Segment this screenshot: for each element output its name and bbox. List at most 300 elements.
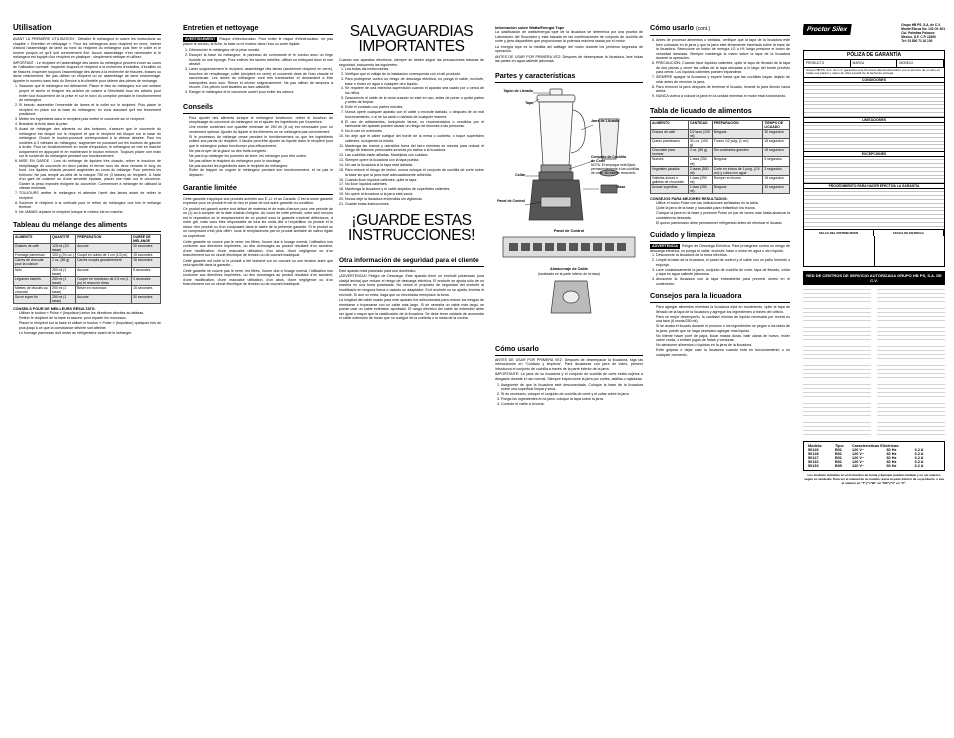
list-item: • Utiliser le bouton « Pulse » (Impulsion) selon les directives décrites au tableau. (19, 311, 161, 316)
list-item: • Para un mejor desempeño, la cantidad mínima de líquido necesaria por receta es una taza (8 onzas/250 ml). (656, 315, 790, 324)
section-heading-how-to-use: Cómo usarlo (495, 343, 539, 353)
list-item: 3. Para protegerse contra un riesgo de descarga eléctrica, no ponga el cable, enchufe, base o motor en agua o cualquier otro líquido. (345, 77, 484, 86)
care-steps-list (650, 253, 790, 286)
models-footnote: Los modelos incluidos en el instructivo de forma y Ejemplo pueden cambiar y no ser exactos según su vendedor. Para ver el manual de su modelo revise la parte inferior de su producto, o vea el número en "T"y"o"BI" en "MX"y"0" en "C". (804, 473, 944, 485)
list-item: • Utilice el botón Pulse con las indicaciones señaladas en la tabla. (656, 201, 790, 206)
list-item: 9. Ne JAMAIS replacer le récipient lorsque le moteur est en marche. (19, 210, 161, 215)
column-french-use (13, 0, 161, 738)
blender-tips-list (650, 305, 790, 357)
model-cell: 3.2 A (914, 456, 924, 461)
table-cell: Granos de café (651, 129, 689, 138)
policy-box (803, 50, 945, 268)
service-centers (803, 287, 945, 437)
list-item: • Evite golpear o dejar caer la licuadora cuando está en funcionamiento o en cualquier momento. (656, 348, 790, 357)
policy-field: MODELO (897, 60, 944, 67)
list-item: 21. Guarde estas instrucciones. (345, 202, 484, 207)
table-cell: 15 segundos (763, 139, 790, 148)
table-cell: 250 ml (1 tasse) (51, 285, 76, 294)
list-item: 13. Siempre opere la licuadora con la tapa puesta. (345, 158, 484, 163)
paragraph: Ce produit est garanti contre tout défaut de matériau et de main-d'œuvre pour une période de un (1) an à compter de la date d'achat d'origine. Au cours de cette période, votre seul recours est le réparation ou le remplacement de ce produit sous la garantie s'avérait défectueux, à notre gré, mais vous êtes responsable de tous les coûts liés à l'expédition du produit et le retour d'un produit ou d'un composant dans le cadre de la présente garantie. Si le produit ou un composant n'est plus offert, nous le remplacerons par un produit similaire de valeur égale ou supérieure. (183, 206, 333, 238)
policy-text: Grupo HB PS, S.A. de C.V. garantiza este Producto Electrodoméstico por el término de un año en todas sus partes y mano de obra a partir de la fecha de entrega. (806, 67, 941, 76)
model-cell: 50133 (808, 464, 819, 469)
safeguards-intro: Cuando use aparatos eléctricos, siempre se deben seguir las precauciones básicas de seguridad, incluyendo las siguientes: (339, 58, 484, 67)
table-cell: Fromage parmesan (14, 253, 51, 258)
how-to-use-steps (495, 383, 643, 407)
list-item: • Quite la jarra de la base y sacúdala para redistribuir los trozos. (656, 206, 790, 211)
column-header: ALIMENTO (651, 120, 689, 129)
model-cell: 3.2 A (914, 464, 924, 469)
address-line: Monte Elbruz No. 132 Of. 601 (901, 26, 945, 31)
section-heading-extra-safety: Otra información de seguridad para el cliente (339, 256, 479, 264)
list-item: 1. Lea todas las instrucciones. (345, 67, 484, 72)
list-item: 15. Para reducir el riesgo de lesión, nunca coloque el conjunto de cuchilla de corte sobre la base sin que la jarra esté adecuadamente adherida. (345, 168, 484, 177)
watts-heading: Información sobre Watts/Energía Tope (495, 26, 565, 30)
list-item: 3. Ponga los ingredientes en la jarra; coloque la tapa sobre la jarra. (501, 397, 643, 402)
list-item: • No intente hacer puré de papa, licuar masas duras, batir claras de huevo, moler carne cruda, o extraer jugos de frutas y verduras. (656, 334, 790, 343)
warning-badge: ADVERTENCIA (652, 244, 678, 249)
table-cell: Coupé en cubes de 1 cm (1/2 po) (76, 253, 132, 258)
watts-text (495, 30, 643, 64)
divider (13, 231, 161, 232)
list-item: 3. Lave cuidadosamente la jarra, conjunto de cuchilla de corte, tapa de llenado, collar y tapa en agua caliente jabonosa. (656, 268, 790, 277)
table-row (14, 295, 161, 304)
table-row (651, 148, 790, 157)
list-item: 2. Essuyer la base du mélangeur, le panneau de commande et le cordon avec un linge humide ou une éponge. Pour enlever les taches rebelles, utiliser un nettoyant doux et non abrasif. (189, 53, 333, 67)
paragraph: La clasificación de watts/energía tope de la licuadora se determina por una prueba de Laboratorio del Suscriptor y está basada en las combinaciones de conjunto de cuchilla de corte y jarra disponibles que proporcionan la potencia máxima usada por el motor. (495, 30, 643, 44)
table-cell: 15 secondes (132, 253, 161, 258)
table-row (14, 244, 161, 253)
warning-text: Risque d'électrocution. Pour éviter le risque d'électrocution, ne pas placer le cordon, la fiche, la base ou le moteur dans l'eau ou autre liquide. (183, 37, 333, 46)
save-instructions-title: ¡GUARDE ESTAS INSTRUCCIONES! (347, 211, 476, 244)
table-header-row (651, 120, 790, 129)
divider (650, 241, 790, 242)
list-item: 3. Mettre les ingrédients dans le récipient puis mettre le couvercle sur le récipient. (19, 117, 161, 122)
list-item: 1. Sassurer que le mélangeur est débranché. Placer le bloc du mélangeur sur une surface propre et sèche et éloigner les articles de cuisine à l'électricité tous les articles pour éviter tout écoulement de la prise et sur le bord du comptoir pendant le fonctionnement du mélangeur. (19, 84, 161, 102)
list-item: • Si le processus de mélange cesse pendant le fonctionnement ou que les ingrédients collent aux parois du récipient, il faudra peut-être ajouter du liquide dans le récipient pour que le mélangeur puisse fonctionner plus efficacement. (189, 135, 333, 149)
how-to-use-text (495, 358, 643, 382)
collar-shape-secondary (601, 185, 617, 193)
safeguards-title: SALVAGUARDIAS IMPORTANTES (349, 23, 474, 55)
column-header: DURÉE DE MÉLANGE (132, 234, 161, 243)
section-heading-parts: Partes y características (495, 70, 576, 80)
list-item: • Pour ajouter des aliments lorsque le mélangeur fonctionne, retirer le bouchon de remplissage du couvercle du mélangeur ou et ajouter les ingrédients par l'ouverture. (189, 116, 333, 125)
table-cell: 30 segundos (763, 129, 790, 138)
section-heading-care: Entretien et nettoyage (183, 23, 259, 32)
list-item: 14. No use la licuadora si la tapa está dañada. (345, 163, 484, 168)
table-cell: Miettes de biscuits au chocolat (14, 285, 51, 294)
lid-shape (537, 95, 575, 102)
list-item: 6. MISE EN GARDE : Lors du mélange de liquides très chauds, retirer le bouchon de remplissage du couvercle en deux parties et fermer tous les deux venants le long du bord. Les liquides chauds peuvent augmenter au cours du mélange. Pour prévenir les brûlures: Ne pas remplir au-delà de la marque 750 ml (3 tasses) du récipient. À l'aide d'un gant de cuisinier ou d'une serviette épaisse, placer une main sur le couvercle. Garder la peau exposée éloignée du couvercle. Commencer à mélanger en utilisant la vitesse minimale. (19, 159, 161, 191)
table-cell: Chocolate para hornear (651, 148, 689, 157)
care-steps-list (183, 48, 333, 95)
table-cell: Aucune (76, 295, 132, 304)
model-cell: 50132 (808, 460, 819, 465)
tips-list (650, 201, 790, 225)
limitations-filler (804, 123, 944, 151)
table-row (651, 157, 790, 166)
model-cell: 3.2 A (914, 448, 924, 453)
table-cell: 3 secondes (132, 276, 161, 285)
table-cell: Queso parmesano (651, 139, 689, 148)
table-cell: 5 secondes (132, 267, 161, 276)
table-cell: 125 ml (1/2 tasse) (51, 244, 76, 253)
table-cell: Graines de café (14, 244, 51, 253)
list-item: • No almacene alimentos o líquidos en la jarra de la licuadora. (656, 343, 790, 348)
section-heading-food-table: Tabla de licuado de alimentos (650, 105, 752, 115)
table-cell: 1 taza (250 ml) (688, 157, 712, 166)
table-row (14, 258, 161, 267)
models-header: Tipo: (834, 444, 845, 449)
divider (495, 355, 643, 356)
food-blend-table (650, 120, 790, 195)
warning-block (183, 37, 333, 46)
table-row (14, 276, 161, 285)
procedure-filler (804, 189, 944, 229)
list-item: 7. TOUJOURS arrêter le mélangeur et attendre l'arrêt des lames avant de retirer le récipient. (19, 191, 161, 200)
paragraph: La energía tope es la medida del wattage del motor durante los primeros segundos de operación. (495, 44, 643, 54)
column-header: PREPARACIÓN (712, 120, 763, 129)
list-item: 16. Cuando licue líquidos calientes, quite la tapa. (345, 178, 484, 183)
table-cell: 3¼ oz. (100 g) (688, 139, 712, 148)
table-cell: 250 ml (1 tasse) (51, 295, 76, 304)
divider (650, 302, 790, 303)
brand-logo: Proctor Silex (803, 24, 852, 35)
table-cell: 30 segundos (763, 184, 790, 193)
list-item: 2. Limpie la base de la licuadora, el panel de control y el cable con un paño húmedo o esponja. (656, 258, 790, 267)
table-cell: 5 segundos (763, 157, 790, 166)
table-cell: Nueces (651, 157, 689, 166)
models-box (803, 441, 945, 471)
procedure-heading: PROCEDIMIENTO PARA HACER EFECTIVA LA GARANTÍA (804, 183, 944, 189)
conditions-heading: CONDICIONES (804, 77, 944, 83)
divider (183, 194, 333, 195)
warranty-text (183, 197, 333, 287)
section-heading-tips: Conseils (183, 101, 213, 111)
table-cell: 1 taza (250 ml) (688, 184, 712, 193)
model-cell: 60 Hz (886, 460, 897, 465)
paragraph: IMPORTANT : Le récipient et l'assemblage des lames du mélangeur peuvent s'user au cours de l'utilisation normale. Inspecter toujours le récipient à la recherche d'entailles, d'écaillés ou de fissures. Inspecter toujours l'assemblage des lames à la recherche de fissures, bosses ou lâche relâchement. Ne pas utiliser un récipient ou un assemblage de lame endommagé. Appeler le numéro sans frais du Service à la clientèle pour obtenir des pièces de rechange. (13, 60, 161, 83)
list-item: • Para agregar alimentos mientras la licuadora está en movimiento, quite la tapa de llenado de la tapa de la licuadora y agregue los ingredientes a través del orificio. (656, 305, 790, 314)
models-header: Características Eléctricas: (852, 444, 900, 449)
column-french-care (183, 0, 333, 738)
address-line: Tel: 01 800 71 16 100 (901, 38, 933, 43)
list-item: 19. No opere la licuadora si la jarra está vacía. (345, 192, 484, 197)
exceptions-filler (804, 157, 944, 183)
table-header-row (14, 234, 161, 243)
jar-shape (539, 102, 573, 165)
section-heading-blender-tips: Consejos para la licuadora (650, 291, 742, 301)
model-row (808, 464, 940, 468)
column-header: ALIMENTS (14, 234, 51, 243)
model-cell: 60 Hz (886, 452, 897, 457)
paragraph: Cette garantie est nulle si le produit a été branché sur un courant ou une tension autre que celui spécifié dans la garantie... (183, 258, 333, 268)
column-spanish-safety (339, 0, 484, 738)
table-cell: 30 secondes (132, 295, 161, 304)
table-cell: 100 g (3¼ oz.) (52, 253, 74, 258)
paragraph: La longitud del cable usado para este aparato fue seleccionada para reducir los riesgos de enredarse o tropezarse con un cable más largo. Si se necesita un cable más largo, se puede usar un cable extensión aprobado. El rango eléctrico del cable de extensión debe ser igual o mayor que la clasificación de la licuadora. Se debe tener cuidado de acomodar el cable extensión de modo que no cuelgue de la cubierta o la mesa de la cocina. (339, 298, 484, 321)
use-intro (13, 37, 161, 83)
table-cell: 1 taza (250 ml) (688, 175, 712, 184)
safeguards-list (339, 67, 484, 207)
model-cell: B01 (834, 452, 842, 457)
model-cell: 60 Hz (886, 448, 897, 453)
table-cell: Aucune (76, 267, 132, 276)
model-cell: B01 (834, 456, 842, 461)
model-cell: 50127 (808, 456, 819, 461)
label-blade: Conjunto de Cuchilla de Corte (591, 154, 626, 163)
model-cell: 120 V~ (852, 460, 865, 465)
table-cell: Vegetales picados (651, 166, 689, 175)
collar-shape (539, 172, 573, 180)
list-item: • Coloque la jarra en la base y presione Pulse un par de veces más hasta alcanzar la consistencia deseada. (656, 211, 790, 220)
signature-row (804, 229, 944, 236)
address-line: Col. Palmitas Polanco (901, 30, 935, 35)
blade-assembly-shape (541, 165, 571, 172)
table-cell: 250 ml (1 tasse) (51, 267, 76, 276)
table-cell: 30 secondes (132, 244, 161, 253)
table-row (651, 166, 790, 175)
table-cell: 2 oz. (56 g) (51, 258, 76, 267)
table-cell: 1/2 taza (125 ml) (688, 129, 712, 138)
list-item: 9. No lo use en exteriores. (345, 129, 484, 134)
address-line: México, D.F. C.P. 11560 (901, 34, 936, 39)
table-cell: Noix (14, 267, 51, 276)
model-cell: 120 V~ (852, 464, 865, 469)
tips-list (13, 311, 161, 335)
signature-field: SELLO DEL DISTRIBUIDOR (804, 230, 874, 236)
tips-heading: CONSEJOS PARA MEJORES RESULTADOS: (650, 197, 728, 202)
table-row (14, 253, 161, 258)
section-heading-warranty: Garantie limitée (183, 182, 237, 192)
table-cell: Azúcar superfina (651, 184, 689, 193)
policy-columns (804, 60, 944, 68)
model-cell: B01 (834, 448, 842, 453)
use-steps-list (13, 84, 161, 214)
heading-cont: (cont.) (695, 26, 711, 32)
table-cell: Corte en trozos de 1 pulg. (2.5 cm) y cubra con agua (712, 166, 763, 175)
list-item: • Ne pas stocker les ingrédients dans le récipient du mélangeur. (189, 164, 333, 169)
model-cell: 3.2 A (914, 452, 924, 457)
table-cell: Ninguna (712, 157, 763, 166)
policy-field: MARCA (851, 60, 898, 67)
divider (183, 113, 333, 114)
list-item: 8. Para remover la jarra después de terminar el licuado, levante la jarra directo hacia arriba. (656, 85, 790, 94)
list-item: 1. Débrancher le mélangeur de la prise murale. (189, 48, 333, 53)
list-item: 18. Mantenga la licuadora y el cable alejados de superficies calientes. (345, 187, 484, 192)
jar-handle-shape (571, 110, 585, 153)
list-item: 1. Asegúrese de que la licuadora esté desconectada. Coloque la base de la licuadora sobre una superficie limpia y seca. (501, 383, 643, 392)
paragraph: Cette garantie s'applique aux produits achetés aux É.-U. et au Canada. C'est la seule garantie expresse pour ce produit et est en lieu et place de tout autre garantie ou condition. (183, 196, 333, 206)
cord-storage-subcaption: (localizado en la parte inferior de la base) (537, 271, 601, 276)
paragraph: Cette garantie ne couvre pas le verre, les filtres, l'usure due à l'usage normal, l'utilisation non conforme aux directives imprimées, ou des dommages au produit résultant d'un accident, d'une modification, d'une mauvaise utilisation, d'un abus, d'une négligence ou d'un branchement sur un circuit électrique de tension ou de courant inadéquat. (183, 268, 333, 287)
model-cell: 60 Hz (886, 464, 897, 469)
limitations-heading: LIMITACIONES (804, 117, 944, 123)
list-item: 17. No licue líquidos calientes. (345, 182, 484, 187)
list-item: • Le fromage parmesan doit rester au réfrigérateur avant de le mélanger. (19, 331, 161, 336)
list-item: • Éviter de frapper ou cogner le mélangeur pendant son fonctionnement, et ne pas le déplacer. (189, 168, 333, 177)
tips-heading: CONSEILS POUR DE MEILLEURS RÉSULTATS: (13, 307, 96, 312)
table-cell: 15 segundos (763, 148, 790, 157)
paragraph: AVANT LA PREMIÈRE UTILISATION : Déballer le mélangeur et suivre les instructions au chapitre « Entretien et nettoyage ». Pour les mélangeurs avec récipient en verre, insérer d'abord l'assemblage de lame au fond du récipient du mélangeur puis fixer le collet et le tourner jusqu'à ce qu'il soit correctement fixé. Aucun assemblage n'est nécessaire si le mélangeur est équipé d'un récipient en plastique ; simplement nettoyer et utiliser. (13, 37, 161, 60)
warning-text: Peligro de Descarga Eléctrica. Para protegerse contra un riesgo de descarga eléctrica, no ponga el cable, enchufe, base o motor en agua u otro líquido. (650, 244, 790, 253)
paragraph: ANTES DE USAR POR PRIMERA VEZ: Después de desempacar la licuadora, lave todas las partes en agua caliente jabonosa. (495, 54, 643, 64)
divider (650, 35, 790, 36)
table-row (651, 139, 790, 148)
list-item: 1. Desconecte la licuadora de la toma eléctrica. (656, 253, 790, 258)
table-row (651, 175, 790, 184)
label-collar: Collar (515, 172, 525, 177)
table-row (651, 184, 790, 193)
list-item: • Si se acaba el licuado durante el proceso o los ingredientes se pegan a los lados de la jarra, puede que se haga necesario agregar más líquido. (656, 324, 790, 333)
table-row (14, 285, 161, 294)
label-base: Base (617, 184, 626, 189)
table-cell: Trozos 1/2 pulg. (1 cm) (712, 139, 763, 148)
list-item: 5. Antes de procesar alimentos o bebidas, verifique que la tapa de la licuadora esté bien colocada en la jarra y que la jarra esté firmemente insertada sobre la base de la licuadora. Seleccione un botón de energía LO o HI; luego presione el botón de velocidad deseada. Siempre mantenga la mano sobre la tapa de la licuadora durante la operación. (656, 38, 790, 61)
paragraph: IMPORTANTE: La jarra de su licuadora y el conjunto de cuchilla de corte están sujetos a desgaste durante el uso normal. Siempre inspeccione la jarra por cortes, astillas o rajaduras. (495, 372, 643, 382)
models-header: Modelo: (808, 444, 823, 449)
policy-title: PÓLIZA DE GARANTÍA (804, 51, 944, 60)
list-item: 12. Las cuchillas están afiladas. Manéjelas con cuidado. (345, 153, 484, 158)
model-cell: 60 Hz (886, 456, 897, 461)
table-cell: Aucune (76, 244, 132, 253)
table-cell: Romper en trozos (712, 175, 763, 184)
list-item: 5. Desconecte el cable de la toma cuando no esté en uso, antes de poner o quitar partes y antes de limpiar. (345, 96, 484, 105)
column-warranty-policy (803, 0, 945, 738)
signature-space (804, 236, 944, 266)
section-heading-care: Cuidado y limpieza (650, 230, 716, 240)
models-table (808, 444, 940, 468)
control-panel-caption: Panel de Control (553, 228, 585, 233)
list-item: 8. El uso de aditamentos, incluyendo tarros, no recomendados o vendidos por el fabricante del aparato pueden causar un riesgo de lesiones a las personas. (345, 120, 484, 129)
warning-block (650, 244, 790, 253)
section-heading-use: Utilisation (13, 23, 52, 32)
address-line: Grupo HB PS, S.A. de C.V. (901, 23, 941, 27)
list-item: 11. Mantenga las manos y utensilios fuera del tarro mientras se mezcla para reducir el riesgo de lesiones personales severas y/o daños a la licuadora. (345, 144, 484, 153)
table-cell: Sucre super fin (14, 295, 51, 304)
exceptions-heading: EXCEPCIONES (804, 151, 944, 157)
table-row (14, 267, 161, 276)
column-spanish-parts (495, 0, 643, 738)
section-heading-table: Tableau du mélange des aliments (13, 219, 128, 229)
signature-field: FECHA DE ENTREGA (874, 230, 944, 236)
table-cell: 2 tazas (500 ml) (688, 166, 712, 175)
label-jar: Jarra de Licuado (591, 118, 620, 123)
list-item: • Retirer le récipient de la base et assurer pour répartir les morceaux. (19, 316, 161, 321)
brand-header (803, 24, 945, 44)
column-header: QUANTITÉ (51, 234, 76, 243)
divider (13, 34, 161, 35)
table-row (651, 129, 790, 138)
table-cell: 15 segundos (763, 175, 790, 184)
list-item: 2. Verifique que el voltaje de la instalación corresponda con el del producto. (345, 72, 484, 77)
table-cell: 2 oz. (56 g) (688, 148, 712, 157)
model-cell: 50126 (808, 448, 819, 453)
list-item: 4. Conecte el cable a la toma. (501, 402, 643, 407)
service-network-bar: RED DE CENTROS DE SERVICIO AUTORIZADA GRUPO HB PS, S.A. DE C.V. (803, 271, 945, 285)
table-cell: 15 secondes (132, 285, 161, 294)
cord-coil-shape (563, 291, 579, 303)
list-item: 9. NUNCA vuelva a colocar la jarra en la unidad mientras el motor está funcionando. (656, 94, 790, 99)
column-header: PRÉPARATION (76, 234, 132, 243)
paragraph: Este aparato está planeado para uso doméstico. (339, 268, 417, 273)
list-item: 4. Ranger le mélangeur et le couvercle ouvert pour éviter les odeurs. (189, 90, 333, 95)
model-cell: 120 V~ (852, 452, 865, 457)
list-item: 7. SIEMPRE apague la licuadora y espere hasta que las cuchillas hayan dejado de rotar antes de remover la jarra. (656, 75, 790, 84)
table-cell: Carrés de chocolat pour la cuisson (14, 258, 51, 267)
control-panel-shape (541, 197, 571, 207)
list-item: • Une recette contenant une quantité minimale de 250 ml (8 oz) est nécessaire pour un rendement optimal. Ajouter du liquide si les éléments ne se mélangent pas correctement. (189, 125, 333, 134)
model-cell: 120 V~ (852, 456, 865, 461)
list-item: 2. Si es necesario, coloque el conjunto de cuchilla de corte y el collar sobre la jarra. (501, 392, 643, 397)
list-item: 20. Nunca deje la licuadora encendida sin vigilancia. (345, 197, 484, 202)
table-cell: Ninguna (712, 129, 763, 138)
heading-text: Cómo usarlo (650, 23, 694, 32)
conditions-filler (804, 83, 944, 117)
extra-safety-text (339, 269, 484, 321)
cord-storage-caption: Almacenaje de Cable (550, 266, 588, 271)
list-item: • Ne pas trop mélanger les pommes de terre, les mélanger pour être cuites. (189, 154, 333, 159)
section-heading-how-to-use-cont (650, 24, 790, 33)
warning-badge: AVERTISSEMENT (185, 37, 216, 41)
table-cell: Ninguna (712, 184, 763, 193)
table-cell: 3 segundos (763, 166, 790, 175)
table-cell: Sin cuadrados grandes (712, 148, 763, 157)
tips-list (183, 116, 333, 178)
column-spanish-use-cont (650, 0, 790, 738)
list-item: 4. Almacene la licuadora con la tapa entreabierta para prevenir olores en el contenedor. (656, 277, 790, 286)
list-item: 10. No deje que el cable cuelgue del borde de la mesa o cubierta, o toque superficies calientes, incluyendo la estufa. (345, 134, 484, 143)
list-item: 6. Evite el contacto con partes móviles. (345, 105, 484, 110)
model-cell: 120 V~ (852, 448, 865, 453)
table-cell: Briser en morceaux (76, 285, 132, 294)
list-item: • Ne pas broyer de la glace ou des fruits congelés. (189, 149, 333, 154)
table-cell: 250 ml (1 tasse) (51, 276, 76, 285)
list-item: 5. Avant de mélanger des aliments ou des boissons, s'assurer que le couvercle du mélangeur est bloqué sur le récipient et que le récipient est bloqué sur la base du mélangeur. Choisir le bouton-poussoir correspondant à la vitesse désirée. Pour les modèles à 3 vitesses du mélangeur, augmenter en poussant sur les boutons de gauche à droite. Pour un fonctionnement en mode d'impulsion, le mélangeur se met en marche uniquement en appuyant et en maintenant le bouton enfoncé. Toujours placer une main sur le couvercle du mélangeur pendant son fonctionnement. (19, 127, 161, 159)
table-cell: Galletas dulces o galletas de chocolate (651, 175, 689, 184)
model-cell: B01 (834, 460, 842, 465)
food-mix-table (13, 234, 161, 304)
label-control-panel: Panel de Control (497, 198, 525, 203)
list-item: 3. Laver soigneusement le récipient, assemblage des lames (seulement récipient en verre), bouchon de remplissage, collet (récipient en verre) et couvercle dans de l'eau chaude et savonneuse. Les lames du mélangeur sont très tranchantes et demandent à être manipulées avec soin. Rincer et sécher soigneusement. Ne pas utiliser de tampons à récurer. Ces pièces sont lavables au lave-vaisselle. (189, 67, 333, 90)
steps-list-cont (650, 38, 790, 99)
list-item: 6. PRECAUCIÓN: Cuando licue líquidos calientes, quite la tapa de llenado de la tapa de dos piezas y cierre las orillas de la tapa ubicadas a lo largo del borde previsto para cerrar. Los líquidos calientes pueden expandirse. (656, 61, 790, 75)
list-item: 4. Se requiere de una estrecha supervisión cuando el aparato sea usado por o cerca de los niños. (345, 86, 484, 95)
list-item: • Placer le récipient sur la base et utiliser le bouton « Pulse » (Impulsion) quelques fois de plus jusqu'à ce que la consistance désirée soit atteinte. (19, 321, 161, 330)
column-header: TIEMPO DE LICUADO (763, 120, 790, 129)
blender-diagram (495, 85, 643, 343)
table-cell: Carrés coupés grossièrement (76, 258, 132, 267)
paragraph: Cette garantie ne couvre pas le verre, les filtres, l'usure due à l'usage normal, l'utilisation non conforme aux directives imprimées, ou des dommages au produit résultant d'un accident, d'une modification, d'une mauvaise utilisation, d'un abus, d'une négligence ou d'un branchement sur un circuit électrique de tension ou de courant inadéquat. (183, 239, 333, 258)
list-item: • Ne pas utiliser le récipient du mélangeur pour le stockage. (189, 159, 333, 164)
divider (495, 82, 643, 83)
label-lid: Tapa (525, 100, 533, 105)
table-cell: Couper en morceaux de 2,5 cm (1 po) et recouvrir d'eau (76, 276, 132, 285)
list-item: 2. Si besoin, assembler l'ensemble de lames et le collet sur le récipient. Puis placer le récipient en place sur la base du mélangeur, en vous assurant qu'il est fermement positionné. (19, 103, 161, 117)
list-item: 8. Soulever le récipient à la verticale pour le retirer du mélangeur une fois le mélange terminé. (19, 201, 161, 210)
list-item: 7. Nunca opere cualquier aparato con el cable o enchufe dañado, o después de un mal funcionamiento, o si se ha caído o dañado de cualquier manera. (345, 110, 484, 119)
label-filler-cap: Tapón de Llenado (503, 88, 533, 93)
divider (339, 266, 484, 267)
policy-field: PRODUCTO (804, 60, 851, 67)
list-item: • El queso parmesano debe permanecer refrigerado antes de efectuar el licuado. (656, 221, 790, 226)
list-item: 4. Brancher la fiche dans la prise. (19, 122, 161, 127)
company-address (901, 24, 945, 44)
table-cell: Légumes hachés (14, 276, 51, 285)
model-cell: 3.2 A (914, 460, 924, 465)
paragraph: ¡ADVERTENCIA! Peligro de Descarga: Este aparato tiene un enchufe polarizado (una clavija ancha) que reduce el riesgo de descarga eléctrica. El enchufe se ajusta sólo de un manera en una toma polarizada. No venza el propósito de seguridad del enchufe al modificarlo en ninguna forma o usando un adaptador. Si el enchufe no se ajusta, invierta el enchufe. Si aún no entra, haga que un electricista reemplace la toma. (339, 274, 484, 297)
model-cell: 50128 (808, 452, 819, 457)
label-note: NOTA: El empaque está fijado permanentemente a las cuchillas de corte. No intente removerlo. (591, 162, 640, 175)
